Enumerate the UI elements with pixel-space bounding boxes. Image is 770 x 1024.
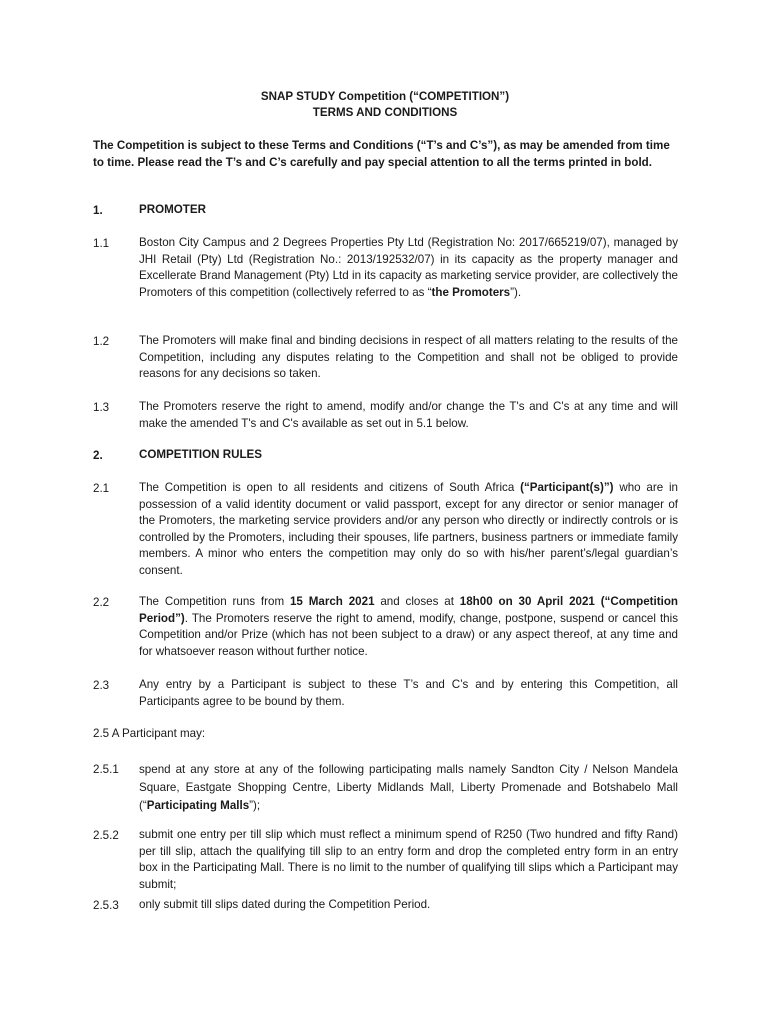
clause-1-2-text: The Promoters will make final and binding decisions in respect of all matters relating to the results of the Competition, including any disputes relating to the Competition and shall not be obliged to provide reasons for any decisions so taken. (139, 334, 678, 381)
clause-2-5-3-text: only submit till slips dated during the Competition Period. (139, 898, 431, 911)
clause-2-5-1-text-a: spend at any store at any of the following participating malls namely Sandton City / Nelson Mandela Square, Eastgate Shopping Centre, Liberty Midlands Mall, Liberty Promenade and Botshabelo Mall (“ (139, 763, 678, 812)
document-title: SNAP STUDY Competition (“COMPETITION”) (260, 90, 510, 103)
document-subtitle: TERMS AND CONDITIONS (312, 106, 458, 119)
clause-2-1-text (139, 480, 678, 580)
clause-2-3-number: 2.3 (93, 679, 110, 692)
clause-2-1-text-b: who are in possession of a valid identity document or valid passport, except for any director or senior manager of the Promoters, the marketing service providers and/or any person who directly or indirectly controls or is controlled by the Promoters, including their spouses, life partners, business partners or immediate family members. A minor who enters the competition may only do so with his/her parent’s/legal guardian’s consent. (139, 481, 678, 577)
section-1-number: 1. (93, 204, 103, 217)
section-2-heading: COMPETITION RULES (139, 448, 263, 461)
clause-2-5-1-bold: Participating Malls (146, 799, 250, 812)
clause-1-3-number: 1.3 (93, 401, 110, 414)
clause-2-1-text-a: The Competition is open to all residents and citizens of South Africa (139, 481, 521, 494)
clause-2-3-text: Any entry by a Participant is subject to these T’s and C’s and by entering this Competition, all Participants agree to be bound by them. (139, 678, 678, 708)
clause-1-1-text-a: Boston City Campus and 2 Degrees Properties Pty Ltd (Registration No: 2017/665219/07), managed by JHI Retail (Pty) Ltd (Registration No.: 2013/192532/07) in its capacity as the property manager and Excellerate Brand Management (Pty) Ltd in its capacity as marketing service provider, are collectively the Promoters of this competition (collectively referred to as “ (139, 236, 678, 299)
section-1-heading: PROMOTER (139, 203, 206, 216)
clause-2-2-text (139, 594, 678, 660)
clause-2-5-heading: 2.5 A Participant may: (93, 727, 206, 740)
clause-2-1-bold: (“Participant(s)”) (520, 481, 614, 494)
clause-2-2-number: 2.2 (93, 596, 110, 609)
clause-2-5-1-text (139, 761, 678, 815)
section-2-number: 2. (93, 449, 103, 462)
clause-2-1-number: 2.1 (93, 482, 110, 495)
clause-2-2-bold-b: 18h00 on 30 April 2021 (“Competition Period”) (139, 595, 678, 625)
clause-1-1-text (139, 235, 678, 301)
clause-2-5-3-number: 2.5.3 (93, 899, 119, 912)
clause-2-5-2-number: 2.5.2 (93, 829, 119, 842)
clause-2-5-1-number: 2.5.1 (93, 763, 119, 776)
intro-paragraph: The Competition is subject to these Terms and Conditions (“T’s and C’s”), as may be amended from time to time. Please read the T’s and C’s carefully and pay special attention to all the terms printed in bold. (93, 139, 670, 169)
clause-2-5-2-text: submit one entry per till slip which must reflect a minimum spend of R250 (Two hundred and fifty Rand) per till slip, attach the qualifying till slip to an entry form and drop the completed entry form in an entry box in the Participating Mall. There is no limit to the number of qualifying till slips which a Participant may submit; (139, 828, 678, 891)
clause-1-1-text-b: ”). (510, 285, 522, 299)
clause-2-5-1-text-b: ”); (249, 799, 261, 812)
clause-1-2-number: 1.2 (93, 335, 110, 348)
clause-1-1-number: 1.1 (93, 237, 110, 250)
clause-2-2-text-a: The Competition runs from (139, 595, 290, 608)
clause-1-1-bold: the Promoters (431, 285, 511, 299)
clause-2-2-text-b: and closes at (374, 595, 460, 608)
clause-2-2-text-c: . The Promoters reserve the right to amend, modify, change, postpone, suspend or cancel this Competition and/or Prize (which has not been subject to a draw) or any aspect thereof, at any time and for whatsoever reason without further notice. (139, 611, 678, 658)
clause-2-2-bold-a: 15 March 2021 (289, 595, 375, 608)
clause-1-3-text: The Promoters reserve the right to amend, modify and/or change the T's and C's at any time and will make the amended T's and C's available as set out in 5.1 below. (139, 400, 678, 430)
